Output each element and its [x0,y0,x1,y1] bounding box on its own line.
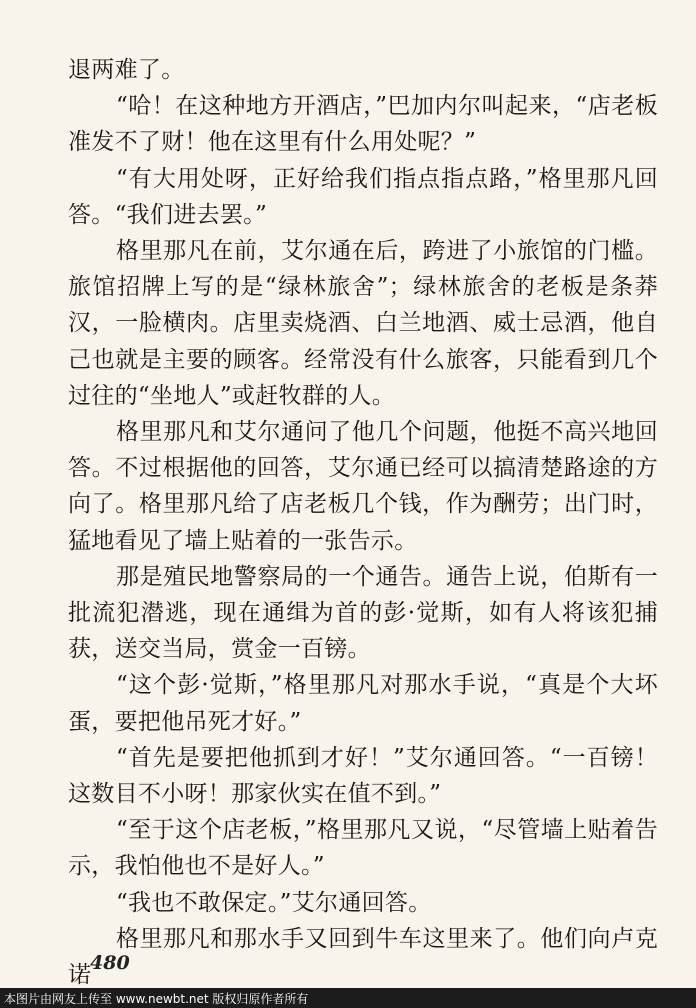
watermark-bar [0,988,696,1008]
body-text [68,52,658,993]
paragraph-11: 格里那凡和那水手又回到牛车这里来了。他们向卢克诺 [68,925,658,989]
paragraph-6: 那是殖民地警察局的一个通告。通告上说，伯斯有一批流犯潜逃，现在通缉为首的彭·觉斯，如有人将该犯捕获，送交当局，赏金一百镑。 [68,563,658,663]
paragraph-9: “至于这个店老板，”格里那凡又说，“尽管墙上贴着告示，我怕他也不是好人。” [68,817,658,880]
watermark-text: 本图片由网友上传至 www.newbt.net 版权归原作者所有 [4,992,309,1006]
paragraph-3: “有大用处呀，正好给我们指点指点路，”格里那凡回答。“我们进去罢。” [68,165,658,228]
paragraph-8: “首先是要把他抓到才好！”艾尔通回答。“一百镑！这数目不小呀！那家伙实在值不到。” [68,744,658,808]
paragraph-4: 格里那凡在前，艾尔通在后，跨进了小旅馆的门槛。旅馆招牌上写的是“绿林旅舍”；绿林旅舍的老板是条莽汉，一脸横肉。店里卖烧酒、白兰地酒、威士忌酒，他自己也就是主要的顾客。经常没有什么旅客，只能看到几个过往的“坐地人”或赶牧群的人。 [68,238,658,409]
paragraph-7: “这个彭·觉斯，”格里那凡对那水手说，“真是个大坏蛋，要把他吊死才好。” [68,672,658,735]
paragraph-2: “哈！在这种地方开酒店，”巴加内尔叫起来，“店老板准发不了财！他在这里有什么用处呢？” [68,93,658,156]
paragraph-1: 退两难了。 [68,57,185,83]
paragraph-10: “我也不敢保定。”艾尔通回答。 [116,889,432,916]
page-number: 480 [90,952,130,974]
paragraph-5: 格里那凡和艾尔通问了他几个问题，他挺不高兴地回答。不过根据他的回答，艾尔通已经可以搞清楚路途的方向了。格里那凡给了店老板几个钱，作为酬劳；出门时，猛地看见了墙上贴着的一张告示。 [68,419,658,554]
